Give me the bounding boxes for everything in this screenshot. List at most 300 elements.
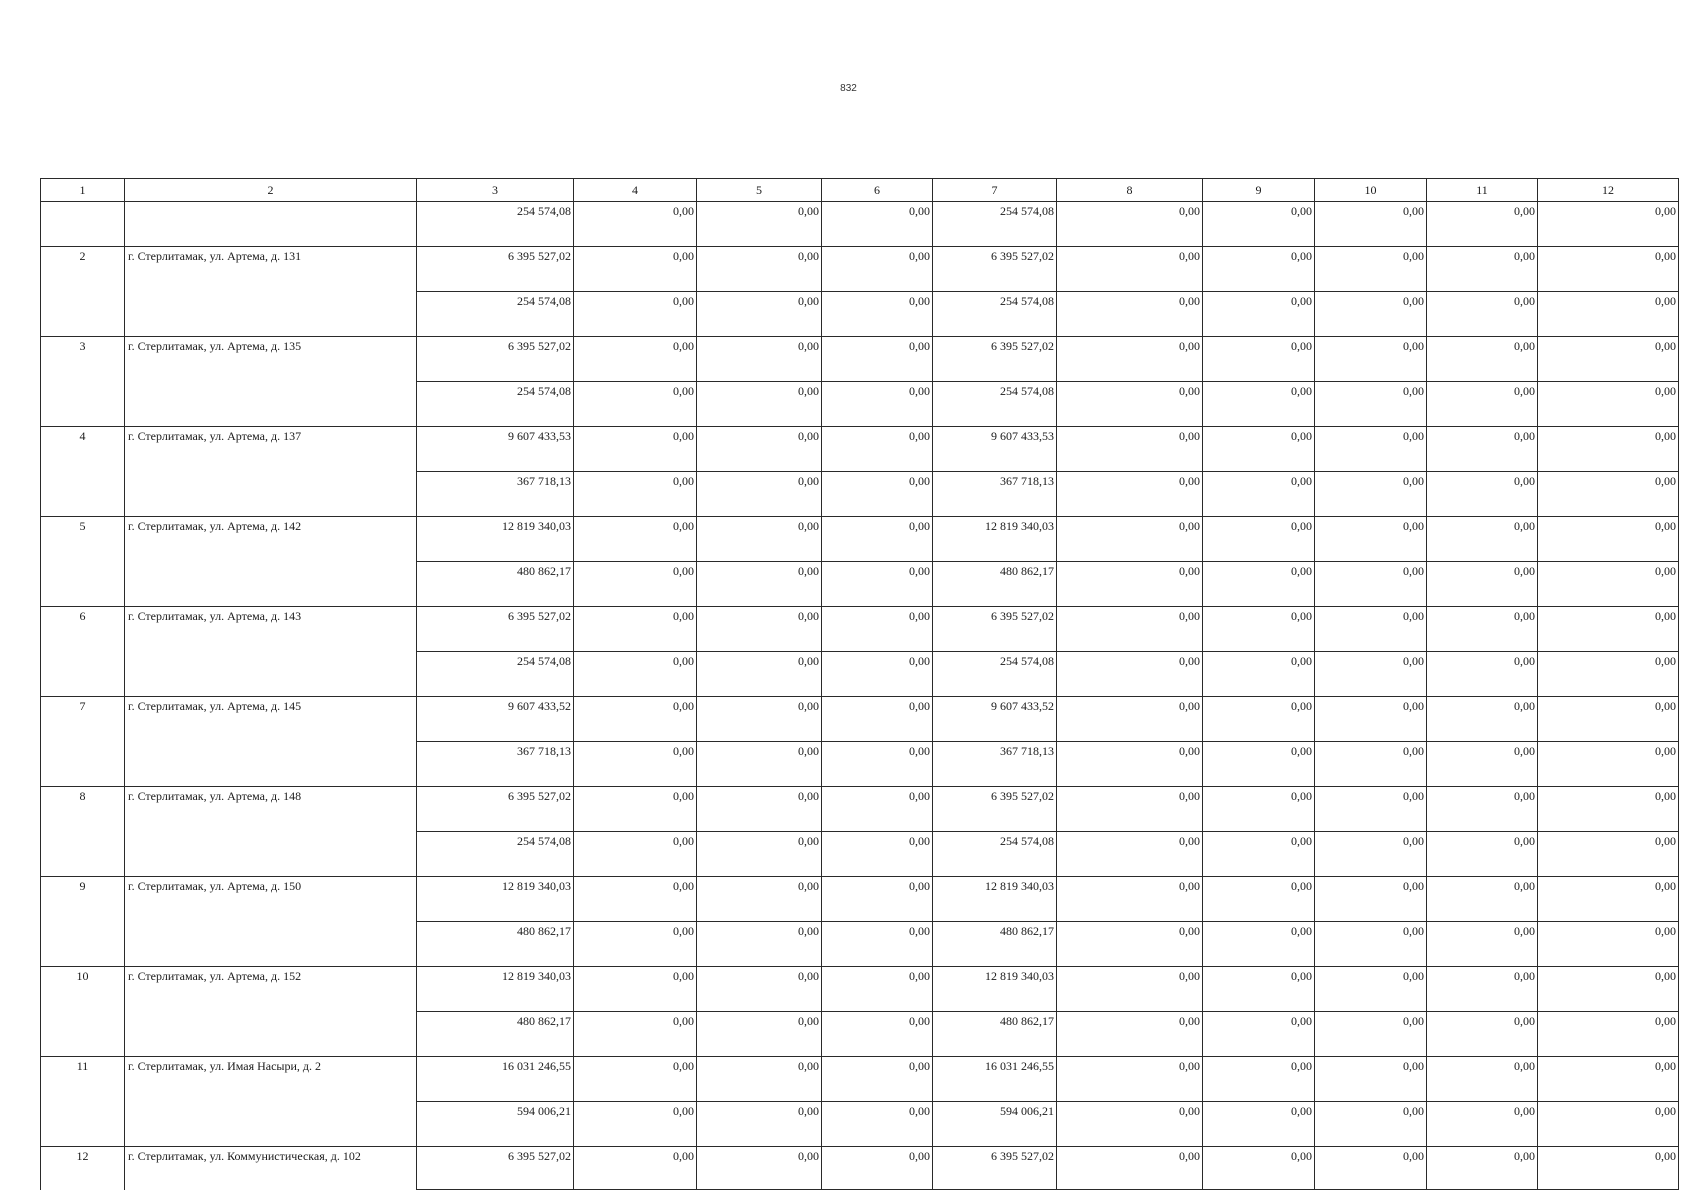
table-row bbox=[41, 1147, 1679, 1190]
table-row bbox=[41, 337, 1679, 382]
value-cell: 0,00 bbox=[697, 472, 822, 517]
address-cell: г. Стерлитамак, ул. Артема, д. 152 bbox=[125, 967, 417, 1012]
value-cell: 594 006,21 bbox=[933, 1102, 1057, 1147]
value-cell: 0,00 bbox=[1203, 607, 1315, 652]
value-cell: 0,00 bbox=[1427, 697, 1538, 742]
table-row bbox=[41, 1057, 1679, 1102]
value-cell: 0,00 bbox=[697, 1057, 822, 1102]
page-number: 832 bbox=[840, 83, 857, 94]
value-cell: 0,00 bbox=[697, 607, 822, 652]
value-cell: 0,00 bbox=[822, 202, 933, 247]
value-cell: 0,00 bbox=[1057, 607, 1203, 652]
value-cell: 254 574,08 bbox=[417, 382, 574, 427]
value-cell: 0,00 bbox=[1427, 787, 1538, 832]
value-cell: 0,00 bbox=[1057, 1012, 1203, 1057]
value-cell: 0,00 bbox=[1203, 382, 1315, 427]
value-cell: 0,00 bbox=[1427, 832, 1538, 877]
value-cell: 0,00 bbox=[697, 832, 822, 877]
value-cell: 0,00 bbox=[1203, 472, 1315, 517]
value-cell: 0,00 bbox=[1057, 562, 1203, 607]
address-cell: г. Стерлитамак, ул. Артема, д. 148 bbox=[125, 787, 417, 832]
value-cell: 0,00 bbox=[1203, 1012, 1315, 1057]
column-header: 11 bbox=[1427, 179, 1538, 202]
value-cell: 0,00 bbox=[697, 967, 822, 1012]
value-cell: 12 819 340,03 bbox=[417, 877, 574, 922]
value-cell: 0,00 bbox=[574, 202, 697, 247]
value-cell: 0,00 bbox=[1315, 922, 1427, 967]
value-cell: 594 006,21 bbox=[417, 1102, 574, 1147]
row-number-cell bbox=[41, 472, 125, 517]
value-cell: 0,00 bbox=[822, 517, 933, 562]
address-cell: г. Стерлитамак, ул. Имая Насыри, д. 2 bbox=[125, 1057, 417, 1102]
address-cell bbox=[125, 832, 417, 877]
table-row bbox=[41, 427, 1679, 472]
row-number-cell: 6 bbox=[41, 607, 125, 652]
table-row bbox=[41, 787, 1679, 832]
table-row bbox=[41, 922, 1679, 967]
value-cell: 9 607 433,52 bbox=[933, 697, 1057, 742]
value-cell: 6 395 527,02 bbox=[417, 337, 574, 382]
value-cell: 0,00 bbox=[697, 877, 822, 922]
value-cell: 0,00 bbox=[1315, 607, 1427, 652]
value-cell: 0,00 bbox=[574, 1057, 697, 1102]
value-cell: 0,00 bbox=[1315, 742, 1427, 787]
value-cell: 0,00 bbox=[1427, 1057, 1538, 1102]
value-cell: 254 574,08 bbox=[417, 652, 574, 697]
value-cell: 9 607 433,53 bbox=[417, 427, 574, 472]
value-cell: 0,00 bbox=[574, 877, 697, 922]
address-cell bbox=[125, 202, 417, 247]
column-header: 9 bbox=[1203, 179, 1315, 202]
value-cell: 0,00 bbox=[1538, 427, 1679, 472]
value-cell: 0,00 bbox=[697, 1147, 822, 1190]
column-header: 6 bbox=[822, 179, 933, 202]
value-cell: 0,00 bbox=[822, 382, 933, 427]
value-cell: 0,00 bbox=[574, 472, 697, 517]
value-cell: 0,00 bbox=[822, 1012, 933, 1057]
value-cell: 0,00 bbox=[1057, 787, 1203, 832]
value-cell: 0,00 bbox=[697, 427, 822, 472]
value-cell: 12 819 340,03 bbox=[933, 517, 1057, 562]
value-cell: 254 574,08 bbox=[933, 382, 1057, 427]
table-row bbox=[41, 832, 1679, 877]
value-cell: 0,00 bbox=[1057, 472, 1203, 517]
value-cell: 0,00 bbox=[1427, 247, 1538, 292]
value-cell: 0,00 bbox=[574, 607, 697, 652]
value-cell: 6 395 527,02 bbox=[933, 787, 1057, 832]
table-body bbox=[41, 202, 1679, 1190]
value-cell: 480 862,17 bbox=[417, 1012, 574, 1057]
row-number-cell: 2 bbox=[41, 247, 125, 292]
value-cell: 0,00 bbox=[822, 607, 933, 652]
data-table bbox=[40, 178, 1679, 1190]
table-row bbox=[41, 247, 1679, 292]
value-cell: 6 395 527,02 bbox=[933, 247, 1057, 292]
row-number-cell bbox=[41, 742, 125, 787]
value-cell: 0,00 bbox=[1427, 562, 1538, 607]
row-number-cell bbox=[41, 382, 125, 427]
value-cell: 0,00 bbox=[1427, 652, 1538, 697]
value-cell: 0,00 bbox=[697, 562, 822, 607]
address-cell bbox=[125, 562, 417, 607]
value-cell: 0,00 bbox=[574, 337, 697, 382]
value-cell: 6 395 527,02 bbox=[933, 337, 1057, 382]
value-cell: 12 819 340,03 bbox=[933, 967, 1057, 1012]
value-cell: 0,00 bbox=[1315, 1012, 1427, 1057]
value-cell: 367 718,13 bbox=[417, 472, 574, 517]
row-number-cell: 12 bbox=[41, 1147, 125, 1190]
table-row bbox=[41, 607, 1679, 652]
row-number-cell bbox=[41, 922, 125, 967]
value-cell: 367 718,13 bbox=[933, 742, 1057, 787]
value-cell: 0,00 bbox=[1203, 517, 1315, 562]
value-cell: 0,00 bbox=[697, 652, 822, 697]
value-cell: 0,00 bbox=[697, 202, 822, 247]
value-cell: 0,00 bbox=[1538, 562, 1679, 607]
table-row bbox=[41, 202, 1679, 247]
value-cell: 0,00 bbox=[1427, 337, 1538, 382]
value-cell: 0,00 bbox=[1427, 1012, 1538, 1057]
value-cell: 0,00 bbox=[1427, 1147, 1538, 1190]
value-cell: 0,00 bbox=[697, 787, 822, 832]
value-cell: 480 862,17 bbox=[933, 1012, 1057, 1057]
value-cell: 0,00 bbox=[822, 1102, 933, 1147]
column-header: 5 bbox=[697, 179, 822, 202]
value-cell: 9 607 433,53 bbox=[933, 427, 1057, 472]
value-cell: 0,00 bbox=[1538, 832, 1679, 877]
value-cell: 0,00 bbox=[1057, 382, 1203, 427]
row-number-cell bbox=[41, 292, 125, 337]
column-header: 1 bbox=[41, 179, 125, 202]
value-cell: 0,00 bbox=[574, 742, 697, 787]
row-number-cell: 9 bbox=[41, 877, 125, 922]
value-cell: 254 574,08 bbox=[933, 292, 1057, 337]
value-cell: 0,00 bbox=[574, 922, 697, 967]
value-cell: 0,00 bbox=[1538, 292, 1679, 337]
value-cell: 0,00 bbox=[1203, 427, 1315, 472]
value-cell: 0,00 bbox=[697, 292, 822, 337]
value-cell: 9 607 433,52 bbox=[417, 697, 574, 742]
value-cell: 6 395 527,02 bbox=[933, 1147, 1057, 1190]
value-cell: 0,00 bbox=[574, 1102, 697, 1147]
row-number-cell bbox=[41, 1012, 125, 1057]
value-cell: 0,00 bbox=[1315, 517, 1427, 562]
table-row bbox=[41, 562, 1679, 607]
value-cell: 6 395 527,02 bbox=[417, 1147, 574, 1190]
row-number-cell: 11 bbox=[41, 1057, 125, 1102]
value-cell: 0,00 bbox=[1057, 247, 1203, 292]
value-cell: 6 395 527,02 bbox=[417, 787, 574, 832]
value-cell: 0,00 bbox=[574, 652, 697, 697]
value-cell: 12 819 340,03 bbox=[933, 877, 1057, 922]
address-cell bbox=[125, 1012, 417, 1057]
row-number-cell bbox=[41, 1102, 125, 1147]
row-number-cell bbox=[41, 562, 125, 607]
column-header: 10 bbox=[1315, 179, 1427, 202]
row-number-cell bbox=[41, 652, 125, 697]
address-cell: г. Стерлитамак, ул. Артема, д. 142 bbox=[125, 517, 417, 562]
value-cell: 0,00 bbox=[1315, 562, 1427, 607]
address-cell: г. Стерлитамак, ул. Артема, д. 143 bbox=[125, 607, 417, 652]
value-cell: 0,00 bbox=[1203, 1057, 1315, 1102]
value-cell: 0,00 bbox=[1315, 1147, 1427, 1190]
address-cell bbox=[125, 382, 417, 427]
value-cell: 0,00 bbox=[574, 247, 697, 292]
value-cell: 0,00 bbox=[1315, 202, 1427, 247]
value-cell: 16 031 246,55 bbox=[933, 1057, 1057, 1102]
value-cell: 0,00 bbox=[1315, 472, 1427, 517]
value-cell: 0,00 bbox=[1427, 517, 1538, 562]
value-cell: 0,00 bbox=[1315, 877, 1427, 922]
table-row bbox=[41, 292, 1679, 337]
value-cell: 0,00 bbox=[1057, 697, 1203, 742]
value-cell: 0,00 bbox=[822, 337, 933, 382]
value-cell: 480 862,17 bbox=[933, 562, 1057, 607]
value-cell: 0,00 bbox=[1538, 922, 1679, 967]
value-cell: 0,00 bbox=[1203, 202, 1315, 247]
value-cell: 0,00 bbox=[1203, 292, 1315, 337]
value-cell: 0,00 bbox=[1203, 337, 1315, 382]
table-row bbox=[41, 967, 1679, 1012]
value-cell: 367 718,13 bbox=[933, 472, 1057, 517]
table-row bbox=[41, 517, 1679, 562]
column-header: 12 bbox=[1538, 179, 1679, 202]
value-cell: 0,00 bbox=[822, 967, 933, 1012]
row-number-cell: 10 bbox=[41, 967, 125, 1012]
value-cell: 0,00 bbox=[822, 247, 933, 292]
value-cell: 254 574,08 bbox=[417, 202, 574, 247]
value-cell: 0,00 bbox=[1203, 742, 1315, 787]
value-cell: 480 862,17 bbox=[417, 922, 574, 967]
column-header: 8 bbox=[1057, 179, 1203, 202]
value-cell: 0,00 bbox=[1315, 247, 1427, 292]
value-cell: 0,00 bbox=[574, 382, 697, 427]
value-cell: 0,00 bbox=[1538, 1012, 1679, 1057]
value-cell: 0,00 bbox=[1538, 877, 1679, 922]
value-cell: 0,00 bbox=[1057, 1147, 1203, 1190]
value-cell: 0,00 bbox=[822, 787, 933, 832]
value-cell: 0,00 bbox=[1427, 607, 1538, 652]
value-cell: 0,00 bbox=[1203, 922, 1315, 967]
value-cell: 0,00 bbox=[1057, 922, 1203, 967]
value-cell: 0,00 bbox=[822, 832, 933, 877]
value-cell: 0,00 bbox=[1203, 787, 1315, 832]
value-cell: 0,00 bbox=[1315, 652, 1427, 697]
value-cell: 0,00 bbox=[574, 292, 697, 337]
value-cell: 0,00 bbox=[1315, 1102, 1427, 1147]
value-cell: 0,00 bbox=[1538, 967, 1679, 1012]
value-cell: 0,00 bbox=[1315, 337, 1427, 382]
table-row bbox=[41, 472, 1679, 517]
value-cell: 0,00 bbox=[822, 652, 933, 697]
value-cell: 0,00 bbox=[1538, 742, 1679, 787]
value-cell: 0,00 bbox=[574, 832, 697, 877]
address-cell: г. Стерлитамак, ул. Артема, д. 135 bbox=[125, 337, 417, 382]
value-cell: 254 574,08 bbox=[933, 652, 1057, 697]
value-cell: 0,00 bbox=[1427, 1102, 1538, 1147]
value-cell: 254 574,08 bbox=[417, 832, 574, 877]
value-cell: 0,00 bbox=[697, 742, 822, 787]
value-cell: 0,00 bbox=[1538, 787, 1679, 832]
address-cell bbox=[125, 742, 417, 787]
value-cell: 0,00 bbox=[1538, 337, 1679, 382]
value-cell: 0,00 bbox=[1538, 1057, 1679, 1102]
value-cell: 0,00 bbox=[1057, 427, 1203, 472]
table-row bbox=[41, 652, 1679, 697]
value-cell: 0,00 bbox=[1203, 697, 1315, 742]
value-cell: 0,00 bbox=[822, 562, 933, 607]
value-cell: 0,00 bbox=[1203, 832, 1315, 877]
value-cell: 0,00 bbox=[574, 517, 697, 562]
value-cell: 0,00 bbox=[1203, 967, 1315, 1012]
address-cell: г. Стерлитамак, ул. Артема, д. 150 bbox=[125, 877, 417, 922]
value-cell: 0,00 bbox=[1057, 202, 1203, 247]
value-cell: 0,00 bbox=[1538, 247, 1679, 292]
value-cell: 0,00 bbox=[1315, 382, 1427, 427]
value-cell: 254 574,08 bbox=[417, 292, 574, 337]
value-cell: 0,00 bbox=[574, 967, 697, 1012]
address-cell bbox=[125, 1102, 417, 1147]
address-cell: г. Стерлитамак, ул. Артема, д. 137 bbox=[125, 427, 417, 472]
value-cell: 0,00 bbox=[1315, 697, 1427, 742]
address-cell bbox=[125, 922, 417, 967]
value-cell: 0,00 bbox=[1538, 1147, 1679, 1190]
address-cell bbox=[125, 292, 417, 337]
value-cell: 0,00 bbox=[574, 697, 697, 742]
value-cell: 0,00 bbox=[574, 787, 697, 832]
value-cell: 0,00 bbox=[574, 1147, 697, 1190]
value-cell: 12 819 340,03 bbox=[417, 967, 574, 1012]
value-cell: 0,00 bbox=[574, 1012, 697, 1057]
column-header: 7 bbox=[933, 179, 1057, 202]
value-cell: 254 574,08 bbox=[933, 202, 1057, 247]
value-cell: 0,00 bbox=[1057, 967, 1203, 1012]
row-number-cell bbox=[41, 832, 125, 877]
table-row bbox=[41, 1102, 1679, 1147]
value-cell: 0,00 bbox=[1538, 517, 1679, 562]
value-cell: 0,00 bbox=[1203, 877, 1315, 922]
value-cell: 0,00 bbox=[822, 1147, 933, 1190]
value-cell: 0,00 bbox=[1315, 1057, 1427, 1102]
value-cell: 0,00 bbox=[1203, 652, 1315, 697]
value-cell: 0,00 bbox=[1315, 787, 1427, 832]
value-cell: 0,00 bbox=[822, 292, 933, 337]
column-header: 2 bbox=[125, 179, 417, 202]
value-cell: 367 718,13 bbox=[417, 742, 574, 787]
value-cell: 0,00 bbox=[822, 697, 933, 742]
value-cell: 0,00 bbox=[1538, 382, 1679, 427]
row-number-cell: 7 bbox=[41, 697, 125, 742]
value-cell: 0,00 bbox=[574, 562, 697, 607]
address-cell: г. Стерлитамак, ул. Коммунистическая, д. 102 bbox=[125, 1147, 417, 1190]
value-cell: 0,00 bbox=[1538, 472, 1679, 517]
value-cell: 0,00 bbox=[1427, 382, 1538, 427]
value-cell: 0,00 bbox=[1203, 247, 1315, 292]
table-row bbox=[41, 877, 1679, 922]
value-cell: 0,00 bbox=[1427, 742, 1538, 787]
header-row bbox=[41, 179, 1679, 202]
address-cell: г. Стерлитамак, ул. Артема, д. 145 bbox=[125, 697, 417, 742]
value-cell: 0,00 bbox=[697, 697, 822, 742]
value-cell: 0,00 bbox=[1538, 607, 1679, 652]
table-row bbox=[41, 697, 1679, 742]
value-cell: 0,00 bbox=[1315, 967, 1427, 1012]
value-cell: 0,00 bbox=[697, 1012, 822, 1057]
value-cell: 0,00 bbox=[1057, 1102, 1203, 1147]
value-cell: 0,00 bbox=[1315, 427, 1427, 472]
value-cell: 480 862,17 bbox=[933, 922, 1057, 967]
value-cell: 0,00 bbox=[1427, 472, 1538, 517]
value-cell: 0,00 bbox=[574, 427, 697, 472]
table-row bbox=[41, 742, 1679, 787]
value-cell: 0,00 bbox=[697, 382, 822, 427]
value-cell: 0,00 bbox=[1538, 1102, 1679, 1147]
value-cell: 0,00 bbox=[1057, 652, 1203, 697]
value-cell: 0,00 bbox=[1538, 697, 1679, 742]
value-cell: 6 395 527,02 bbox=[933, 607, 1057, 652]
address-cell: г. Стерлитамак, ул. Артема, д. 131 bbox=[125, 247, 417, 292]
value-cell: 6 395 527,02 bbox=[417, 607, 574, 652]
table-row bbox=[41, 382, 1679, 427]
value-cell: 0,00 bbox=[1427, 967, 1538, 1012]
value-cell: 0,00 bbox=[697, 1102, 822, 1147]
value-cell: 0,00 bbox=[697, 517, 822, 562]
value-cell: 0,00 bbox=[1427, 877, 1538, 922]
value-cell: 0,00 bbox=[1315, 292, 1427, 337]
value-cell: 0,00 bbox=[697, 247, 822, 292]
value-cell: 16 031 246,55 bbox=[417, 1057, 574, 1102]
value-cell: 0,00 bbox=[1057, 742, 1203, 787]
value-cell: 0,00 bbox=[822, 1057, 933, 1102]
value-cell: 0,00 bbox=[1315, 832, 1427, 877]
value-cell: 0,00 bbox=[1057, 832, 1203, 877]
value-cell: 0,00 bbox=[1057, 337, 1203, 382]
value-cell: 0,00 bbox=[822, 877, 933, 922]
value-cell: 0,00 bbox=[1203, 562, 1315, 607]
value-cell: 480 862,17 bbox=[417, 562, 574, 607]
value-cell: 0,00 bbox=[1057, 1057, 1203, 1102]
row-number-cell: 4 bbox=[41, 427, 125, 472]
table-row bbox=[41, 1012, 1679, 1057]
value-cell: 6 395 527,02 bbox=[417, 247, 574, 292]
row-number-cell: 8 bbox=[41, 787, 125, 832]
value-cell: 254 574,08 bbox=[933, 832, 1057, 877]
value-cell: 0,00 bbox=[1427, 427, 1538, 472]
value-cell: 0,00 bbox=[1538, 652, 1679, 697]
address-cell bbox=[125, 652, 417, 697]
value-cell: 12 819 340,03 bbox=[417, 517, 574, 562]
value-cell: 0,00 bbox=[1427, 202, 1538, 247]
column-header: 4 bbox=[574, 179, 697, 202]
value-cell: 0,00 bbox=[1057, 877, 1203, 922]
value-cell: 0,00 bbox=[1538, 202, 1679, 247]
value-cell: 0,00 bbox=[822, 922, 933, 967]
value-cell: 0,00 bbox=[1203, 1147, 1315, 1190]
row-number-cell: 3 bbox=[41, 337, 125, 382]
value-cell: 0,00 bbox=[1057, 292, 1203, 337]
value-cell: 0,00 bbox=[822, 427, 933, 472]
value-cell: 0,00 bbox=[697, 337, 822, 382]
value-cell: 0,00 bbox=[1427, 292, 1538, 337]
value-cell: 0,00 bbox=[1057, 517, 1203, 562]
value-cell: 0,00 bbox=[822, 742, 933, 787]
value-cell: 0,00 bbox=[697, 922, 822, 967]
row-number-cell bbox=[41, 202, 125, 247]
address-cell bbox=[125, 472, 417, 517]
value-cell: 0,00 bbox=[1203, 1102, 1315, 1147]
value-cell: 0,00 bbox=[1427, 922, 1538, 967]
value-cell: 0,00 bbox=[822, 472, 933, 517]
